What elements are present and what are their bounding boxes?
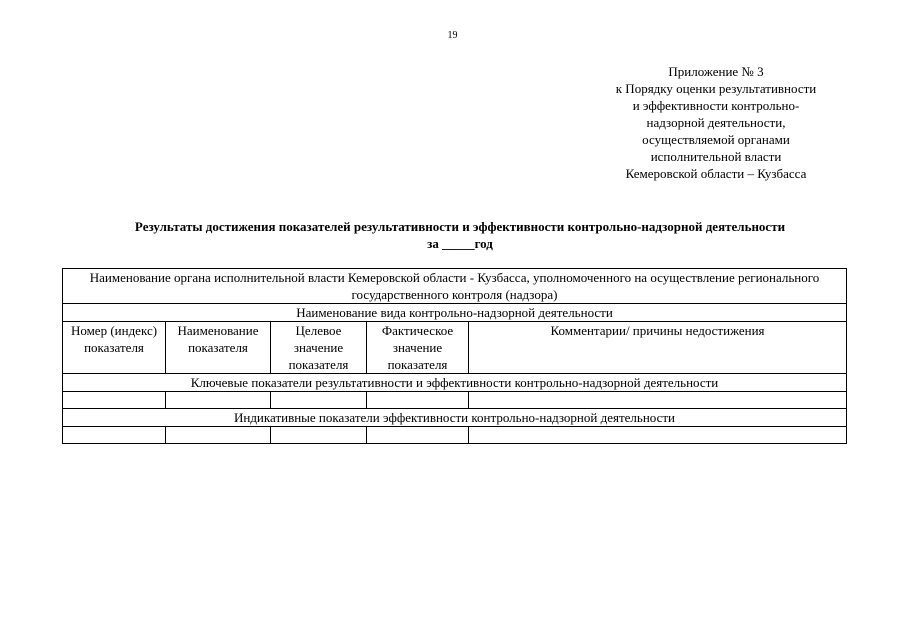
column-header-row — [63, 322, 847, 374]
appendix-line: исполнительной власти — [650, 149, 782, 164]
column-header-comments: Комментарии/ причины недостижения — [469, 322, 847, 374]
table-cell — [166, 392, 271, 409]
table-row — [63, 427, 847, 444]
section-indicative-indicators: Индикативные показатели эффективности контрольно-надзорной деятельности — [63, 409, 847, 427]
section-key-indicators: Ключевые показатели результативности и эффективности контрольно-надзорной деятельности — [63, 374, 847, 392]
table-cell — [63, 427, 166, 444]
column-header-actual: Фактическое значение показателя — [367, 322, 469, 374]
table-cell — [367, 392, 469, 409]
table-row — [63, 392, 847, 409]
column-header-target: Целевое значение показателя — [271, 322, 367, 374]
activity-type-header: Наименование вида контрольно-надзорной деятельности — [63, 304, 847, 322]
table-cell — [271, 427, 367, 444]
table-cell — [166, 427, 271, 444]
page-number: 19 — [447, 30, 458, 41]
appendix-line: Кемеровской области – Кузбасса — [625, 166, 807, 181]
table-cell — [469, 392, 847, 409]
title-line-1: Результаты достижения показателей результативности и эффективности контрольно-надзорной деятельности — [134, 219, 786, 234]
appendix-line: и эффективности контрольно- — [632, 98, 800, 113]
section-row-indicative — [63, 409, 847, 427]
appendix-line: к Порядку оценки результативности — [615, 81, 817, 96]
table-cell — [469, 427, 847, 444]
column-header-index: Номер (индекс) показателя — [63, 322, 166, 374]
column-header-name: Наименование показателя — [166, 322, 271, 374]
authority-name-header: Наименование органа исполнительной власти Кемеровской области - Кузбасса, уполномоченного на осуществление регионального государственного контроля (надзора) — [63, 269, 847, 304]
table-cell — [271, 392, 367, 409]
results-table — [62, 268, 847, 444]
document-title — [60, 218, 860, 252]
appendix-block — [585, 63, 847, 182]
table-row — [63, 304, 847, 322]
table-row — [63, 269, 847, 304]
title-line-2: за _____год — [427, 236, 493, 251]
table-cell — [367, 427, 469, 444]
table-cell — [63, 392, 166, 409]
appendix-line: осуществляемой органами — [642, 132, 790, 147]
section-row-key — [63, 374, 847, 392]
appendix-line: надзорной деятельности, — [646, 115, 786, 130]
appendix-line: Приложение № 3 — [668, 64, 764, 79]
